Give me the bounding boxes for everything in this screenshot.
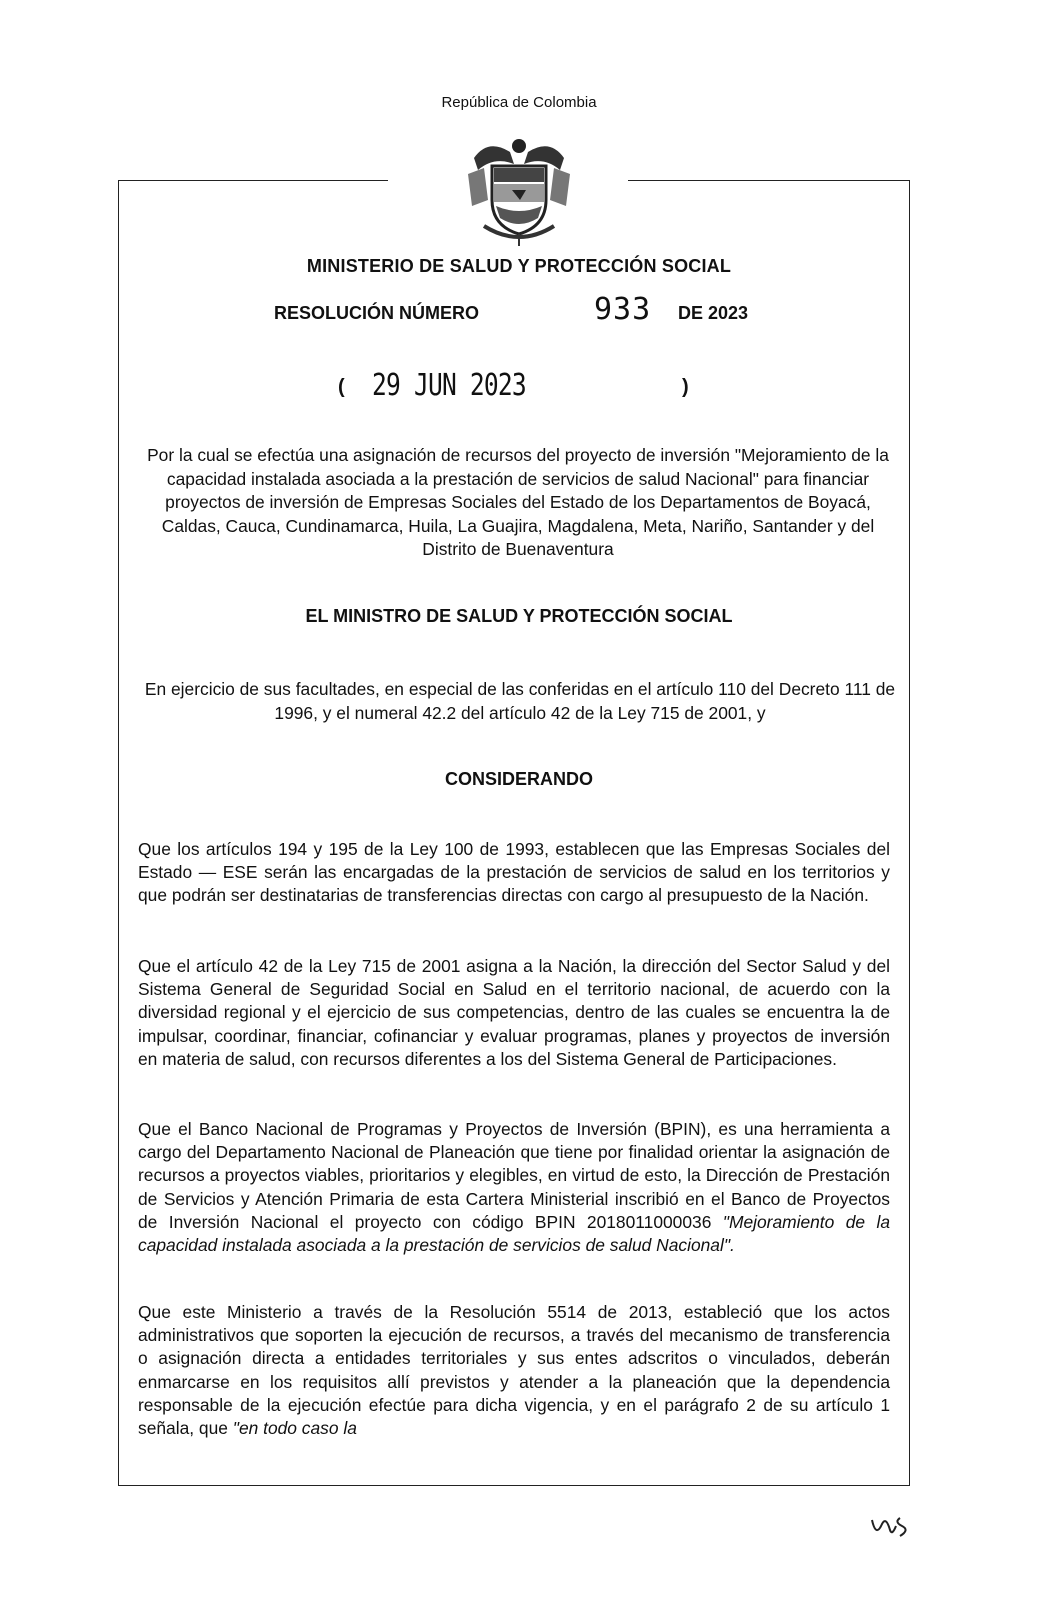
quotation-italic: "en todo caso la — [232, 1418, 357, 1439]
resolution-year: DE 2023 — [678, 303, 749, 323]
minister-heading: EL MINISTRO DE SALUD Y PROTECCIÓN SOCIAL — [305, 606, 733, 626]
country-name: República de Colombia — [441, 94, 597, 111]
ministry-title: MINISTERIO DE SALUD Y PROTECCIÓN SOCIAL — [306, 256, 732, 276]
faculties-paragraph: En ejercicio de sus facultades, en especial de las conferidas en el artículo 110 del Decreto 111 de 1996, y el numeral 42.2 del artículo 42 de la Ley 715 de 2001, y — [144, 679, 896, 723]
considering-paragraph-3 — [138, 1118, 890, 1257]
considering-heading: CONSIDERANDO — [444, 769, 593, 789]
project-name-italic: "Mejoramiento de la capacidad instalada asociada a la prestación de servicios de salud Nacional". — [138, 1211, 890, 1256]
resolution-number: 933 — [594, 292, 652, 327]
date-row — [330, 368, 700, 408]
resolution-summary: Por la cual se efectúa una asignación de recursos del proyecto de inversión "Mejoramiento de la capacidad instalada asociada a la prestación de servicios de salud Nacional" para financiar proyectos de inversión de Empresas Sociales del Estado de los Departamentos de Boyacá, Caldas, Cauca, Cundinamarca, Huila, La Guajira, Magdalena, Meta, Nariño, Santander y del Distrito de Buenaventura — [147, 445, 889, 559]
considering-paragraph-2: Que el artículo 42 de la Ley 715 de 2001 asigna a la Nación, la dirección del Sector Salud y del Sistema General de Seguridad Social en Salud en el territorio nacional, de acuerdo con la diversidad regional y el ejercicio de sus competencias, dentro de las cuales se encuentra la de impulsar, coordinar, financiar, cofinanciar y evaluar programas, planes y proyectos de inversión en materia de salud, con recursos diferentes a los del Sistema General de Participaciones. — [138, 956, 890, 1069]
date-close-paren: ) — [682, 376, 689, 398]
date-open-paren: ( — [338, 376, 345, 398]
colombia-coat-of-arms-icon — [454, 130, 584, 248]
considering-paragraph-1: Que los artículos 194 y 195 de la Ley 100 de 1993, establecen que las Empresas Sociales del Estado — ESE serán las encargadas de la prestación de servicios de salud en los territorios y que podrán ser destinatarias de transferencias directas con cargo al presupuesto de la Nación. — [138, 839, 890, 906]
resolution-label: RESOLUCIÓN NÚMERO — [274, 303, 480, 323]
paragraph-3-text: Que el Banco Nacional de Programas y Proyectos de Inversión (BPIN), es una herramienta a cargo del Departamento Nacional de Planeación que tiene por finalidad orientar la asignación de recursos a proyectos viables, prioritarios y elegibles, en virtud de esto, la Dirección de Prestación de Servicios y Atención Primaria de esta Cartera Ministerial inscribió en el Banco de Proyectos de Inversión Nacional el proyecto con código BPIN 2018011000036 — [138, 1119, 890, 1232]
date-stamp: 29 JUN 2023 — [372, 368, 526, 403]
paragraph-4-text: Que este Ministerio a través de la Resolución 5514 de 2013, estableció que los actos administrativos que soporten la ejecución de recursos, a través del mecanismo de transferencia o asignación directa a entidades territoriales y sus entes adscritos o vinculados, deberán enmarcarse en los requisitos allí previstos y atender a la planeación que la dependencia responsable de la ejecución efectúe para dicha vigencia, y en el parágrafo 2 de su artículo 1 señala, que — [138, 1302, 890, 1439]
handwritten-initials-icon — [866, 1512, 916, 1542]
considering-paragraph-4 — [138, 1301, 890, 1440]
